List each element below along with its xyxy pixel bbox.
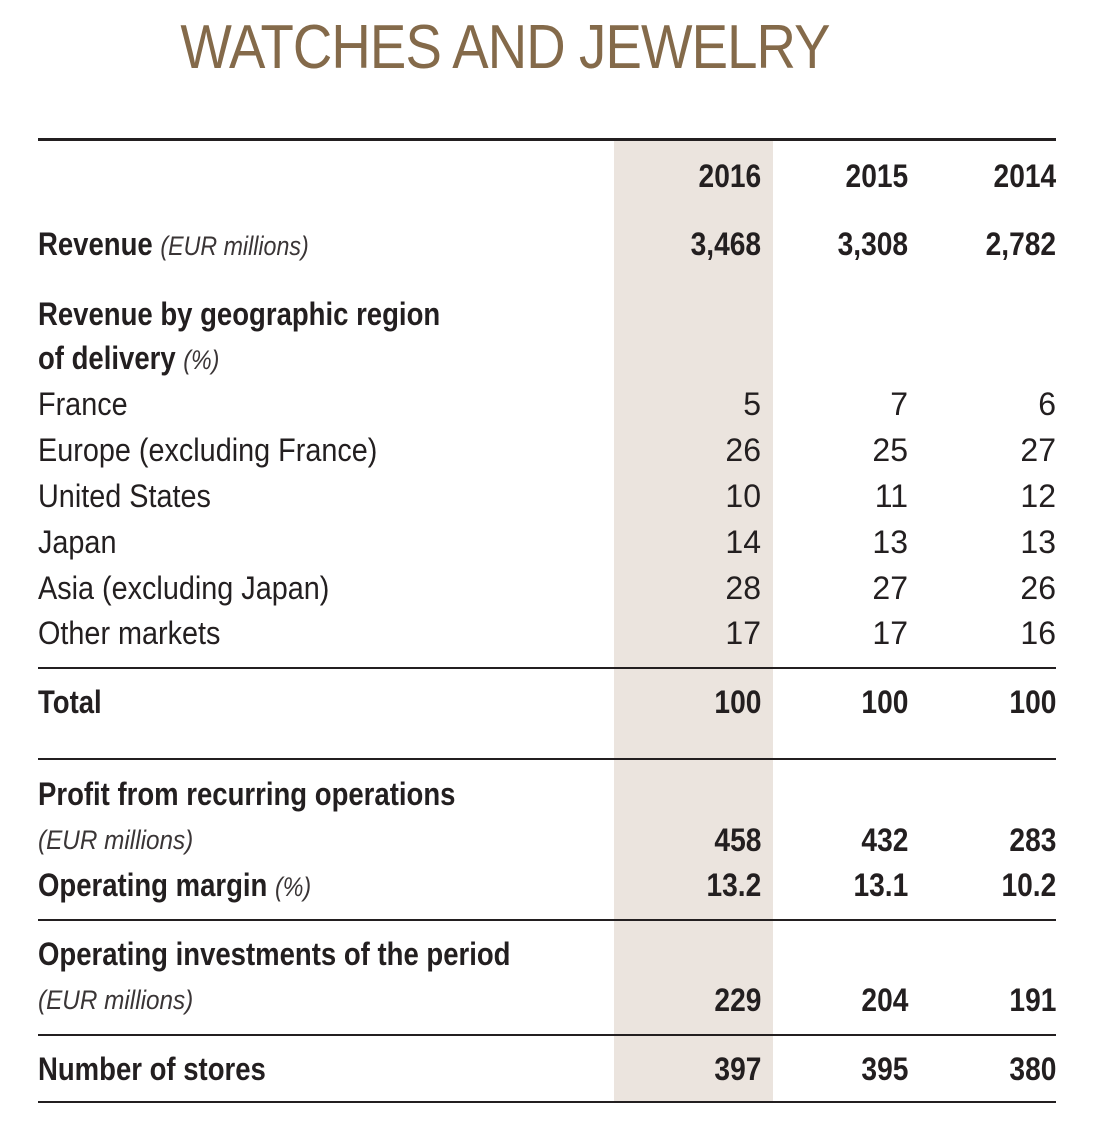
row-label: Asia (excluding Japan) — [38, 570, 330, 606]
margin-2014: 10.2 — [1001, 867, 1056, 903]
profit-label: Profit from recurring operations — [38, 776, 456, 812]
revenue-2015: 3,308 — [837, 226, 908, 262]
row-label: Europe (excluding France) — [38, 432, 378, 468]
total-label: Total — [38, 684, 102, 720]
page-title: WATCHES AND JEWELRY — [180, 13, 830, 82]
investments-2016: 229 — [714, 982, 761, 1018]
investments-label: Operating investments of the period — [38, 936, 511, 972]
row-label: France — [38, 386, 128, 422]
year-2014: 2014 — [993, 158, 1056, 194]
investments-2015: 204 — [861, 982, 908, 1018]
investments-unit: (EUR millions) — [38, 985, 194, 1015]
table-row — [38, 382, 1056, 426]
year-2016: 2016 — [698, 158, 761, 194]
value-2016: 14 — [725, 524, 761, 560]
value-2016: 10 — [725, 478, 761, 514]
value-2016: 5 — [743, 386, 761, 422]
investments-row — [38, 978, 1056, 1022]
value-2015: 13 — [872, 524, 908, 560]
value-2016: 26 — [725, 432, 761, 468]
profit-heading-row — [38, 772, 1056, 816]
profit-unit: (EUR millions) — [38, 825, 194, 855]
margin-row — [38, 863, 1056, 907]
bottom-rule — [38, 1101, 1056, 1103]
table-row — [38, 474, 1056, 518]
investments-2014: 191 — [1009, 982, 1056, 1018]
stores-label: Number of stores — [38, 1051, 266, 1087]
value-2014: 6 — [1038, 386, 1056, 422]
geo-heading-label: Revenue by geographic region — [38, 296, 441, 332]
row-label: Other markets — [38, 615, 221, 651]
value-2014: 12 — [1020, 478, 1056, 514]
profit-2014: 283 — [1009, 822, 1056, 858]
geo-heading-line1 — [38, 292, 1056, 336]
value-2014: 26 — [1020, 570, 1056, 606]
year-header-row — [38, 154, 1056, 198]
stores-2016: 397 — [714, 1051, 761, 1087]
value-2015: 27 — [872, 570, 908, 606]
value-2015: 11 — [874, 478, 908, 514]
value-2016: 17 — [725, 615, 761, 651]
year-2015: 2015 — [845, 158, 908, 194]
value-2014: 13 — [1020, 524, 1056, 560]
row-label: United States — [38, 478, 211, 514]
revenue-2016: 3,468 — [690, 226, 761, 262]
stores-row — [38, 1047, 1056, 1091]
margin-2016: 13.2 — [706, 867, 761, 903]
stores-2015: 395 — [861, 1051, 908, 1087]
profit-row — [38, 818, 1056, 862]
divider — [38, 1034, 1056, 1036]
margin-2015: 13.1 — [853, 867, 908, 903]
total-2016: 100 — [714, 684, 761, 720]
total-2014: 100 — [1009, 684, 1056, 720]
table-row — [38, 611, 1056, 655]
row-label: Japan — [38, 524, 117, 560]
value-2014: 27 — [1020, 432, 1056, 468]
geo-heading-line2 — [38, 336, 1056, 380]
revenue-row — [38, 222, 1056, 266]
value-2014: 16 — [1020, 615, 1056, 651]
value-2015: 25 — [872, 432, 908, 468]
divider — [38, 667, 1056, 669]
table-row — [38, 520, 1056, 564]
value-2016: 28 — [725, 570, 761, 606]
revenue-2014: 2,782 — [985, 226, 1056, 262]
investments-heading-row — [38, 932, 1056, 976]
table-row — [38, 428, 1056, 472]
value-2015: 17 — [872, 615, 908, 651]
value-2015: 7 — [890, 386, 908, 422]
top-rule — [38, 138, 1056, 141]
total-row — [38, 680, 1056, 724]
total-2015: 100 — [861, 684, 908, 720]
divider — [38, 758, 1056, 760]
profit-2015: 432 — [861, 822, 908, 858]
geo-heading-label-2: of delivery (%) — [38, 340, 220, 376]
stores-2014: 380 — [1009, 1051, 1056, 1087]
profit-2016: 458 — [714, 822, 761, 858]
margin-label: Operating margin (%) — [38, 867, 312, 903]
revenue-label: Revenue (EUR millions) — [38, 226, 309, 262]
table-row — [38, 566, 1056, 610]
divider — [38, 919, 1056, 921]
